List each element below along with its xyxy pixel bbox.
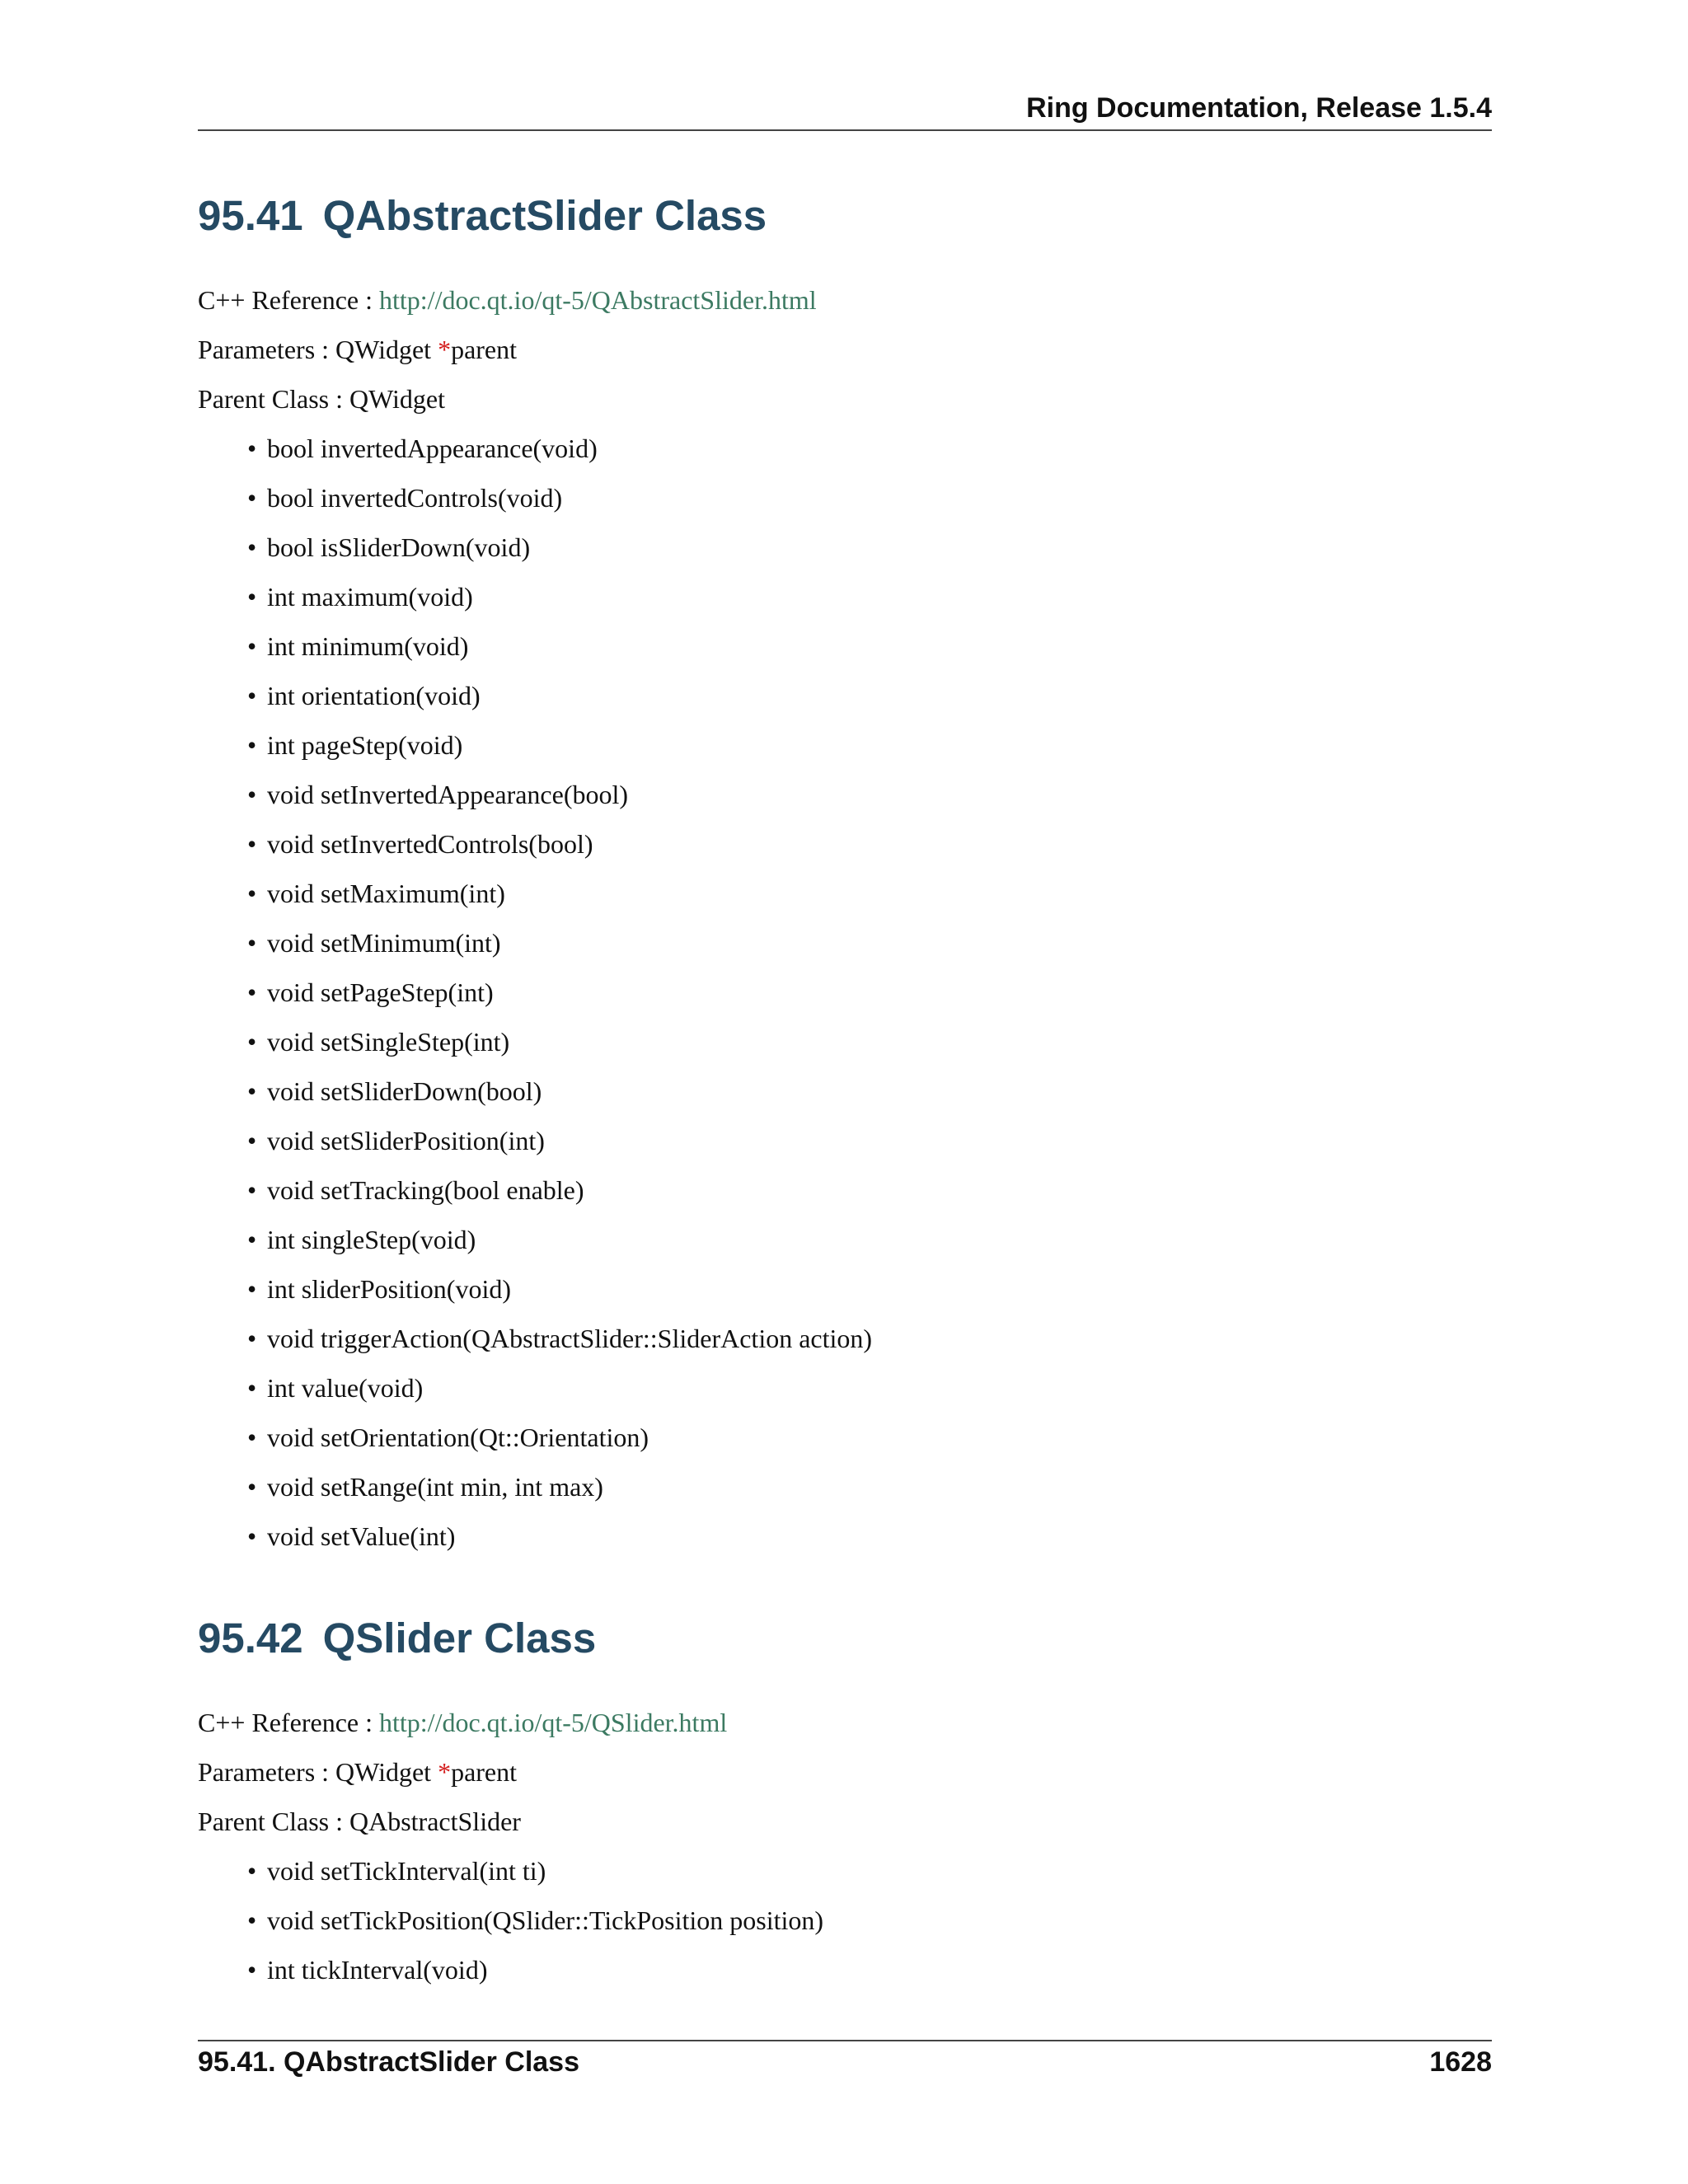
method-signature: int singleStep(void) xyxy=(267,1225,476,1254)
method-signature: void setTickInterval(int ti) xyxy=(267,1856,546,1886)
method-signature: int value(void) xyxy=(267,1373,424,1403)
bullet-icon: • xyxy=(247,1373,257,1403)
bullet-icon: • xyxy=(247,730,257,760)
bullet-icon: • xyxy=(247,434,257,463)
bullet-icon: • xyxy=(247,1027,257,1057)
method-item xyxy=(247,1124,872,1174)
method-list-qabstractslider xyxy=(247,432,873,1569)
bullet-icon: • xyxy=(247,582,257,612)
parent-class-line: Parent Class : QWidget xyxy=(198,384,445,414)
cpp-reference-line xyxy=(198,284,817,316)
method-item xyxy=(247,1025,872,1075)
bullet-icon: • xyxy=(247,1076,257,1106)
method-signature: void setInvertedAppearance(bool) xyxy=(267,780,629,809)
bullet-icon: • xyxy=(247,1225,257,1254)
footer-rule xyxy=(198,2040,1492,2041)
method-signature: void setOrientation(Qt::Orientation) xyxy=(267,1422,649,1452)
section-number: 95.41 xyxy=(198,192,303,239)
method-item xyxy=(247,630,872,679)
method-item xyxy=(247,827,872,877)
bullet-icon: • xyxy=(247,1422,257,1452)
parameter-name: parent xyxy=(451,1757,518,1787)
reference-link[interactable]: http://doc.qt.io/qt-5/QAbstractSlider.html xyxy=(379,285,817,315)
method-signature: int tickInterval(void) xyxy=(267,1955,488,1985)
section-number: 95.42 xyxy=(198,1615,303,1661)
section-heading-qabstractslider xyxy=(198,191,767,240)
method-item xyxy=(247,1075,872,1124)
bullet-icon: • xyxy=(247,532,257,562)
section-title-text: QAbstractSlider Class xyxy=(322,192,767,239)
bullet-icon: • xyxy=(247,1324,257,1353)
method-item xyxy=(247,1953,823,2003)
method-item xyxy=(247,1520,872,1569)
method-signature: void triggerAction(QAbstractSlider::SliderAction action) xyxy=(267,1324,873,1353)
header-rule xyxy=(198,129,1492,131)
page-number: 1628 xyxy=(1429,2046,1492,2078)
method-signature: void setMaximum(int) xyxy=(267,879,505,908)
running-header: Ring Documentation, Release 1.5.4 xyxy=(1026,92,1492,124)
parameters-label: Parameters : QWidget xyxy=(198,1757,438,1787)
bullet-icon: • xyxy=(247,1905,257,1935)
method-item xyxy=(247,1904,824,1953)
method-signature: bool invertedControls(void) xyxy=(267,483,563,513)
reference-link[interactable]: http://doc.qt.io/qt-5/QSlider.html xyxy=(379,1708,728,1737)
method-signature: void setSliderDown(bool) xyxy=(267,1076,542,1106)
method-item xyxy=(247,1854,823,1904)
method-signature: bool invertedAppearance(void) xyxy=(267,434,598,463)
pointer-asterisk: * xyxy=(438,1757,452,1787)
parameters-line xyxy=(198,1755,517,1788)
bullet-icon: • xyxy=(247,977,257,1007)
method-item xyxy=(247,1421,872,1470)
section-title-text: QSlider Class xyxy=(322,1615,597,1661)
method-signature: void setInvertedControls(bool) xyxy=(267,829,593,859)
parameters-label: Parameters : QWidget xyxy=(198,335,438,364)
method-signature: int orientation(void) xyxy=(267,681,481,710)
bullet-icon: • xyxy=(247,681,257,710)
method-signature: void setTickPosition(QSlider::TickPosition position) xyxy=(267,1905,824,1935)
method-signature: int sliderPosition(void) xyxy=(267,1274,511,1304)
method-item xyxy=(247,1470,872,1520)
method-signature: void setSliderPosition(int) xyxy=(267,1126,545,1155)
method-signature: void setPageStep(int) xyxy=(267,977,494,1007)
method-item xyxy=(247,580,872,630)
bullet-icon: • xyxy=(247,1521,257,1551)
method-item xyxy=(247,432,872,481)
method-item xyxy=(247,1322,873,1371)
method-item xyxy=(247,679,872,729)
method-item xyxy=(247,481,872,531)
method-item xyxy=(247,1371,872,1421)
bullet-icon: • xyxy=(247,1175,257,1205)
method-item xyxy=(247,1223,872,1272)
footer-section-title: 95.41. QAbstractSlider Class xyxy=(198,2046,580,2078)
pointer-asterisk: * xyxy=(438,335,452,364)
bullet-icon: • xyxy=(247,928,257,958)
bullet-icon: • xyxy=(247,879,257,908)
bullet-icon: • xyxy=(247,631,257,661)
method-signature: int maximum(void) xyxy=(267,582,473,612)
method-signature: int pageStep(void) xyxy=(267,730,463,760)
bullet-icon: • xyxy=(247,1274,257,1304)
bullet-icon: • xyxy=(247,1955,257,1985)
method-signature: bool isSliderDown(void) xyxy=(267,532,531,562)
cpp-reference-line xyxy=(198,1706,727,1739)
method-signature: void setMinimum(int) xyxy=(267,928,501,958)
document-page xyxy=(198,0,1492,2184)
bullet-icon: • xyxy=(247,829,257,859)
method-signature: void setValue(int) xyxy=(267,1521,456,1551)
method-list-qslider xyxy=(247,1854,824,2003)
method-item xyxy=(247,778,872,827)
method-item xyxy=(247,976,872,1025)
method-item xyxy=(247,877,872,926)
parameters-line xyxy=(198,333,517,366)
section-heading-qslider xyxy=(198,1614,596,1662)
bullet-icon: • xyxy=(247,1856,257,1886)
parent-class-line: Parent Class : QAbstractSlider xyxy=(198,1807,521,1836)
method-item xyxy=(247,729,872,778)
method-signature: void setSingleStep(int) xyxy=(267,1027,510,1057)
method-signature: void setTracking(bool enable) xyxy=(267,1175,584,1205)
method-signature: void setRange(int min, int max) xyxy=(267,1472,603,1502)
reference-label: C++ Reference : xyxy=(198,285,379,315)
parameter-name: parent xyxy=(451,335,518,364)
method-item xyxy=(247,531,872,580)
method-item xyxy=(247,1174,872,1223)
bullet-icon: • xyxy=(247,780,257,809)
method-item xyxy=(247,1272,872,1322)
bullet-icon: • xyxy=(247,1126,257,1155)
method-item xyxy=(247,926,872,976)
reference-label: C++ Reference : xyxy=(198,1708,379,1737)
method-signature: int minimum(void) xyxy=(267,631,469,661)
bullet-icon: • xyxy=(247,483,257,513)
bullet-icon: • xyxy=(247,1472,257,1502)
